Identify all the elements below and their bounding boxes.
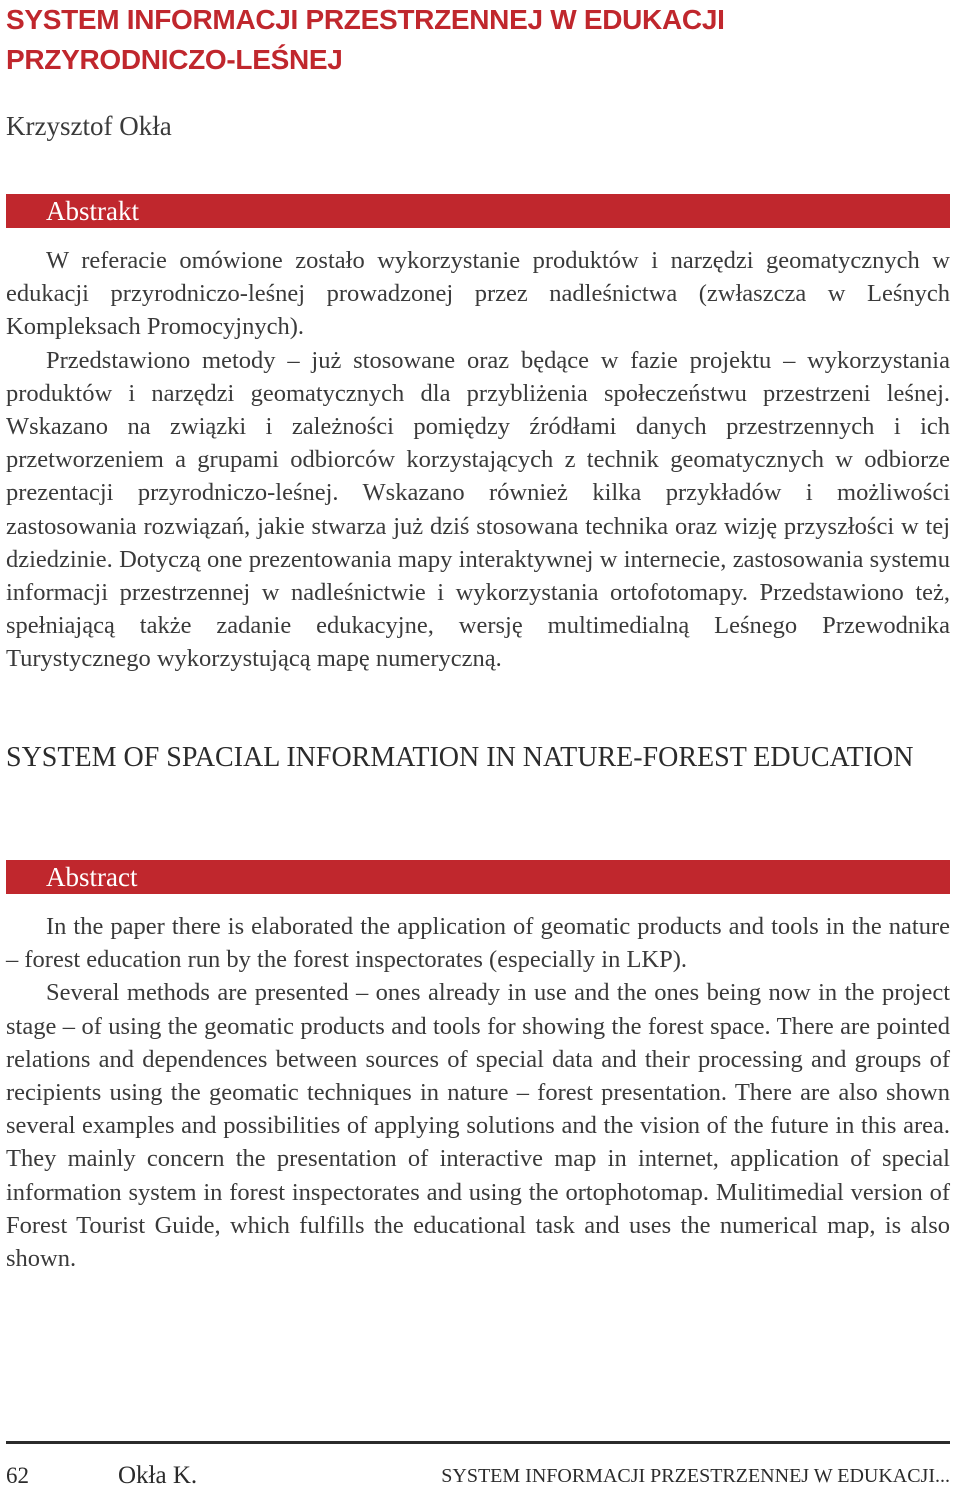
abstract-pl-paragraph: Przedstawiono metody – już stosowane oraz będące w fazie projektu – wykorzystania produktów i narzędzi geomatycznych dla przybliżenia społeczeństwu przestrzeni leśnej. Wskazano na związki i zależności pomiędzy źródłami danych przestrzennych i ich przetworzeniem a grupami odbiorców korzystających z technik geomatycznych w odbiorze prezentacji przyrodniczo-leśnej. Wskazano również kilka przykładów i możliwości zastosowania rozwiązań, jakie stwarza już dziś stosowana technika oraz wizję przyszłości w tej dziedzinie. Dotyczą one prezentowania mapy interaktywnej w internecie, zastosowania systemu informacji przestrzennej w nadleśnictwie i wykorzystania ortofotomapy. Przedstawiono też, spełniającą także zadanie edukacyjne, wersję multimedialną Leśnego Przewodnika Turystycznego wykorzystującą mapę numeryczną.	[6, 346, 950, 673]
running-title: SYSTEM INFORMACJI PRZESTRZENNEJ W EDUKACJI...	[441, 1465, 950, 1487]
footer-rule	[6, 1441, 950, 1444]
author-name: Krzysztof Okła	[6, 111, 172, 141]
abstract-pl-paragraph: W referacie omówione zostało wykorzystanie produktów i narzędzi geomatycznych w edukacji przyrodniczo-leśnej prowadzonej przez nadleśnictwa (zwłaszcza w Leśnych Kompleksach Promocyjnych).	[6, 247, 950, 341]
abstract-en-heading: Abstract	[6, 860, 950, 894]
page-footer	[6, 1458, 950, 1494]
paper-title: SYSTEM INFORMACJI PRZESTRZENNEJ W EDUKACJI PRZYRODNICZO-LEŚNEJ	[6, 4, 725, 75]
abstract-pl-heading: Abstrakt	[6, 194, 950, 228]
abstract-en-body	[6, 910, 950, 1275]
english-title: SYSTEM OF SPACIAL INFORMATION IN NATURE-FOREST EDUCATION	[6, 742, 914, 773]
abstract-pl-body	[6, 244, 950, 676]
abstract-en-paragraph: In the paper there is elaborated the application of geomatic products and tools in the nature – forest education run by the forest inspectorates (especially in LKP).	[6, 913, 950, 974]
footer-author: Okła K.	[118, 1462, 198, 1489]
abstract-en-paragraph: Several methods are presented – ones already in use and the ones being now in the project stage – of using the geomatic products and tools for showing the forest space. There are pointed relations and dependences between sources of special data and their processing and groups of recipients using the geomatic techniques in nature – forest presentation. There are also shown several examples and possibilities of applying solutions and the vision of the future in this area. They mainly concern the presentation of interactive map in internet, application of special information system in forest inspectorates and using the ortophotomap. Mulitimedial version of Forest Tourist Guide, which fulfills the educational task and uses the numerical map, is also shown.	[6, 979, 950, 1273]
page-number: 62	[6, 1463, 29, 1488]
